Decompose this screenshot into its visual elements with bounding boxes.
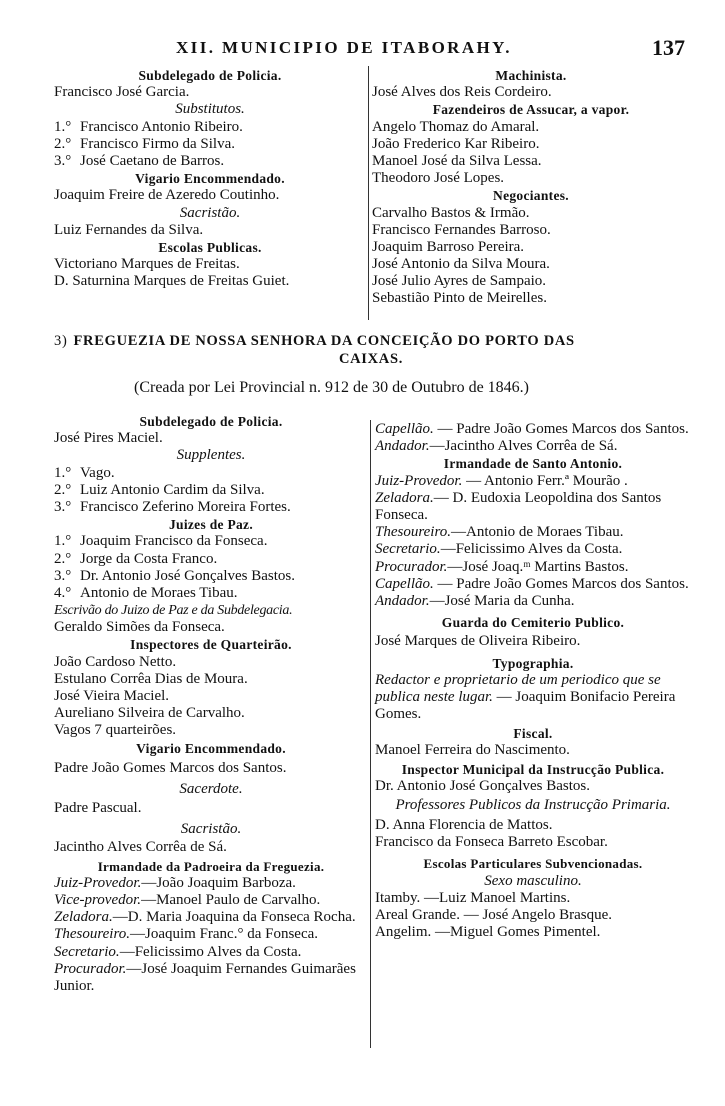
entry xyxy=(54,961,368,995)
section-heading: Fiscal. xyxy=(513,726,553,742)
section-heading: Supplentes. xyxy=(176,447,246,464)
entry-name: Jorge da Costa Franco. xyxy=(80,550,218,567)
entry-name: — Padre João Gomes Marcos dos Santos. xyxy=(437,575,689,592)
section-number: 3) xyxy=(54,333,68,349)
entry-name: —Manoel Paulo de Carvalho. xyxy=(141,892,321,909)
section-heading: Negociantes. xyxy=(493,188,569,204)
entry: Manoel José da Silva Lessa. xyxy=(372,152,542,169)
running-title: XII. MUNICIPIO DE ITABORAHY. xyxy=(176,38,512,57)
section-heading: Sacristão. xyxy=(180,821,242,838)
entry: Francisco da Fonseca Barreto Escobar. xyxy=(375,834,608,851)
entry: José Pires Maciel. xyxy=(54,430,163,447)
entry xyxy=(375,473,691,490)
section-heading: Irmandade de Santo Antonio. xyxy=(443,456,623,472)
role: Procurador. xyxy=(375,558,448,575)
entry xyxy=(54,909,368,926)
entry-name: Luiz Antonio Cardim da Silva. xyxy=(80,481,265,498)
entry: João Cardoso Netto. xyxy=(54,653,177,670)
entry xyxy=(54,119,366,136)
entry xyxy=(54,482,368,499)
section-heading: Subdelegado de Policia. xyxy=(139,414,283,429)
entry xyxy=(54,136,366,153)
entry: José Vieira Maciel. xyxy=(54,688,170,704)
entry: José Julio Ayres de Sampaio. xyxy=(372,273,547,290)
role: Secretario. xyxy=(375,541,441,558)
entry-name: Vago. xyxy=(80,464,115,481)
entry-name: —José Maria da Cunha. xyxy=(429,592,575,609)
entry: Itamby. —Luiz Manoel Martins. xyxy=(375,889,571,906)
entry xyxy=(54,499,368,516)
entry xyxy=(375,421,691,438)
entry xyxy=(54,533,368,550)
entry xyxy=(375,576,691,593)
role: Zeladora. xyxy=(375,489,434,506)
entry-name: — Antonio Ferr.ª Mourão . xyxy=(466,472,628,489)
role: Andador. xyxy=(375,592,430,609)
section-heading: Vigario Encommendado. xyxy=(135,171,285,187)
ordinal: 1.° xyxy=(54,118,72,135)
entry-name: — D. Eudoxia Leopoldina dos Santos Fonseca. xyxy=(375,489,662,523)
entry-name: —José Joaquim Fernandes Guimarães Junior. xyxy=(54,960,356,995)
bottom-left-column xyxy=(54,413,368,995)
section-heading: Subdelegado de Policia. xyxy=(138,68,282,83)
entry: Dr. Antonio José Gonçalves Bastos. xyxy=(375,777,590,794)
entry: Angelim. —Miguel Gomes Pimentel. xyxy=(375,924,601,941)
column-divider xyxy=(370,420,371,1048)
entry: Areal Grande. — José Angelo Brasque. xyxy=(375,907,613,923)
entry-name: —Antonio de Moraes Tibau. xyxy=(450,524,624,541)
entry: Aureliano Silveira de Carvalho. xyxy=(54,705,245,722)
escrivao-label: Escrivão do Juizo de Paz e da Subdelegacia. xyxy=(54,603,293,619)
section-heading: Fazendeiros de Assucar, a vapor. xyxy=(432,102,630,118)
entry: Padre João Gomes Marcos dos Santos. xyxy=(54,759,287,776)
section-heading: Sexo masculino. xyxy=(484,872,582,889)
role: Procurador. xyxy=(54,960,127,977)
section-heading: Guarda do Cemiterio Publico. xyxy=(441,615,625,631)
section-title xyxy=(54,332,688,368)
entry xyxy=(375,559,691,576)
entry-name: — Padre João Gomes Marcos dos Santos. xyxy=(437,421,689,437)
entry xyxy=(54,465,368,482)
role: Vice-provedor. xyxy=(54,892,142,909)
entry xyxy=(375,438,691,455)
entry-name: Antonio de Moraes Tibau. xyxy=(80,584,238,601)
entry-name: José Caetano de Barros. xyxy=(80,152,225,169)
entry-name: Dr. Antonio José Gonçalves Bastos. xyxy=(80,567,295,584)
entry-name: Francisco Zeferino Moreira Fortes. xyxy=(80,498,291,515)
role: Redactor e proprietario de um periodico que se publica neste lugar. xyxy=(375,671,661,705)
role: Secretario. xyxy=(54,943,120,960)
section-heading: Escolas Publicas. xyxy=(158,239,262,255)
ordinal: 2.° xyxy=(54,135,72,152)
entry: Luiz Fernandes da Silva. xyxy=(54,221,204,238)
section-heading: Machinista. xyxy=(495,68,567,83)
entry: José Marques de Oliveira Ribeiro. xyxy=(375,633,581,650)
section-heading: Substitutos. xyxy=(175,101,245,118)
ordinal: 3.° xyxy=(54,567,72,584)
entry: Manoel Ferreira do Nascimento. xyxy=(375,742,570,759)
entry: Vagos 7 quarteirões. xyxy=(54,722,177,739)
entry-name: —Felicissimo Alves da Costa. xyxy=(119,943,302,960)
entry xyxy=(54,926,368,943)
section-heading: Juizes de Paz. xyxy=(168,517,254,533)
ordinal: 1.° xyxy=(54,533,72,550)
role: Capellão. xyxy=(375,575,434,592)
ordinal: 1.° xyxy=(54,464,72,481)
ordinal: 3.° xyxy=(54,498,72,515)
ordinal: 3.° xyxy=(54,152,72,169)
page-number: 137 xyxy=(652,35,685,60)
section-heading: Typographia. xyxy=(492,655,574,671)
creation-note: (Creada por Lei Provincial n. 912 de 30 de Outubro de 1846.) xyxy=(134,379,530,396)
entry-name: —João Joaquim Barboza. xyxy=(141,874,296,891)
entry-name: —Joaquim Franc.° da Fonseca. xyxy=(129,926,319,943)
entry: Victoriano Marques de Freitas. xyxy=(54,256,240,273)
entry: Theodoro José Lopes. xyxy=(372,170,505,187)
role: Thesoureiro. xyxy=(375,524,451,541)
role: Zeladora. xyxy=(54,909,113,926)
entry xyxy=(54,585,368,602)
role: Andador. xyxy=(375,438,430,455)
entry xyxy=(54,944,368,961)
section-heading: Professores Publicos da Instrucção Primaria. xyxy=(395,796,671,813)
section-title-line2: CAIXAS. xyxy=(338,351,404,367)
entry: José Antonio da Silva Moura. xyxy=(372,256,550,273)
entry: João Frederico Kar Ribeiro. xyxy=(372,135,540,152)
entry-name: — Joaquim Bonifacio Pereira Gomes. xyxy=(375,688,676,723)
entry: Joaquim Freire de Azeredo Coutinho. xyxy=(54,187,280,204)
entry: Jacintho Alves Corrêa de Sá. xyxy=(54,838,227,855)
entry: José Alves dos Reis Cordeiro. xyxy=(372,84,552,101)
section-heading: Vigario Encommendado. xyxy=(136,740,286,756)
section-heading: Sacerdote. xyxy=(179,780,243,797)
ordinal: 2.° xyxy=(54,481,72,498)
entry: D. Anna Florencia de Mattos. xyxy=(375,817,553,834)
section-heading: Inspector Municipal da Instrucção Publica. xyxy=(401,761,665,777)
entry: Padre Pascual. xyxy=(54,800,142,817)
entry: Carvalho Bastos & Irmão. xyxy=(372,204,530,221)
section-heading: Inspectores de Quarteirão. xyxy=(130,637,292,653)
entry-name: Francisco Antonio Ribeiro. xyxy=(80,118,243,135)
entry xyxy=(54,153,366,170)
ordinal: 4.° xyxy=(54,584,72,601)
top-left-column xyxy=(54,67,366,290)
role: Juiz-Provedor. xyxy=(375,472,463,489)
entry xyxy=(375,672,691,724)
section-heading: Irmandade da Padroeira da Freguezia. xyxy=(97,858,325,874)
section-heading: Sacristão. xyxy=(179,204,241,221)
entry xyxy=(375,490,691,524)
entry: Angelo Thomaz do Amaral. xyxy=(372,118,540,135)
entry xyxy=(54,568,368,585)
role: Thesoureiro. xyxy=(54,926,130,943)
entry: D. Saturnina Marques de Freitas Guiet. xyxy=(54,273,290,290)
top-right-column xyxy=(372,67,690,308)
entry xyxy=(54,875,368,892)
entry xyxy=(54,892,368,909)
entry: Sebastião Pinto de Meirelles. xyxy=(372,290,547,307)
section-heading: Escolas Particulares Subvencionadas. xyxy=(423,856,643,872)
column-divider xyxy=(368,66,369,320)
entry xyxy=(375,541,691,558)
entry-name: Francisco Firmo da Silva. xyxy=(80,135,235,152)
entry: Francisco José Garcia. xyxy=(54,84,190,101)
entry-name: —Jacintho Alves Corrêa de Sá. xyxy=(429,438,618,455)
entry xyxy=(375,593,691,610)
entry: Estulano Corrêa Dias de Moura. xyxy=(54,670,248,687)
entry-name: —José Joaq.ᵐ Martins Bastos. xyxy=(447,558,629,575)
bottom-right-column xyxy=(375,421,691,941)
section-title-line1: FREGUEZIA DE NOSSA SENHORA DA CONCEIÇÃO DO PORTO DAS xyxy=(73,333,575,349)
page-header xyxy=(0,35,725,66)
entry-name: Joaquim Francisco da Fonseca. xyxy=(80,533,268,550)
entry: Joaquim Barroso Pereira. xyxy=(372,238,525,255)
entry-name: —Felicissimo Alves da Costa. xyxy=(440,541,623,558)
entry: Geraldo Simões da Fonseca. xyxy=(54,619,225,636)
role: Juiz-Provedor. xyxy=(54,874,142,891)
entry-name: —D. Maria Joaquina da Fonseca Rocha. xyxy=(112,909,356,926)
entry: Francisco Fernandes Barroso. xyxy=(372,221,551,238)
ordinal: 2.° xyxy=(54,550,72,567)
entry xyxy=(375,524,691,541)
role: Capellão. xyxy=(375,421,434,437)
entry xyxy=(54,551,368,568)
